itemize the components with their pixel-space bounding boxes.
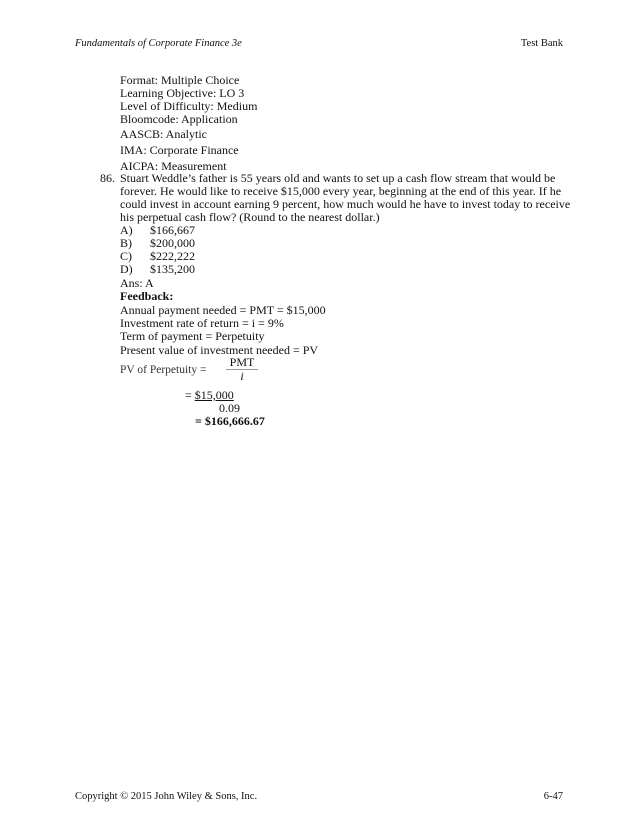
meta-difficulty: Level of Difficulty: Medium	[120, 99, 258, 113]
footer-page-number: 6-47	[543, 791, 563, 802]
formula-fraction	[226, 356, 258, 383]
option-value: $166,667	[150, 223, 195, 237]
question-text-line: Stuart Weddle’s father is 55 years old and wants to set up a cash flow stream that would be	[120, 171, 556, 185]
feedback-title: Feedback:	[120, 289, 174, 303]
feedback-line: Present value of investment needed = PV	[120, 343, 319, 357]
meta-ima: IMA: Corporate Finance	[120, 143, 239, 157]
question-text-line: could invest in account earning 9 percent, how much would he have to invest today to receive	[120, 197, 571, 211]
calc-result: = $166,666.67	[195, 414, 265, 428]
question-text-line: forever. He would like to receive $15,000 every year, beginning at the end of this year. If he	[120, 184, 562, 198]
meta-learning-objective: Learning Objective: LO 3	[120, 86, 245, 100]
option-letter: A)	[120, 223, 133, 237]
feedback-line: Annual payment needed = PMT = $15,000	[120, 303, 326, 317]
meta-aascb: AASCB: Analytic	[120, 127, 208, 141]
question-number: 86.	[100, 171, 115, 185]
header-test-bank: Test Bank	[520, 38, 563, 49]
calc-equals: =	[185, 388, 195, 402]
option-letter: C)	[120, 249, 132, 263]
calc-denominator: 0.09	[219, 401, 240, 415]
footer-copyright: Copyright © 2015 John Wiley & Sons, Inc.	[75, 791, 258, 802]
option-value: $135,200	[150, 262, 195, 276]
feedback-line: Term of payment = Perpetuity	[120, 329, 265, 343]
question-text-line: his perpetual cash flow? (Round to the nearest dollar.)	[120, 210, 380, 224]
meta-bloomcode: Bloomcode: Application	[120, 112, 238, 126]
meta-format: Format: Multiple Choice	[120, 73, 240, 87]
calc-numerator: $15,000	[194, 388, 234, 402]
formula-label: PV of Perpetuity =	[120, 364, 207, 376]
option-letter: B)	[120, 236, 132, 250]
formula-denominator: i	[240, 369, 244, 383]
option-letter: D)	[120, 262, 133, 276]
option-value: $222,222	[150, 249, 195, 263]
answer: Ans: A	[120, 276, 154, 290]
formula-numerator: PMT	[226, 356, 258, 370]
meta-aicpa: AICPA: Measurement	[120, 159, 227, 173]
header-title: Fundamentals of Corporate Finance 3e	[75, 38, 242, 49]
option-value: $200,000	[150, 236, 195, 250]
feedback-line: Investment rate of return = i = 9%	[120, 316, 284, 330]
